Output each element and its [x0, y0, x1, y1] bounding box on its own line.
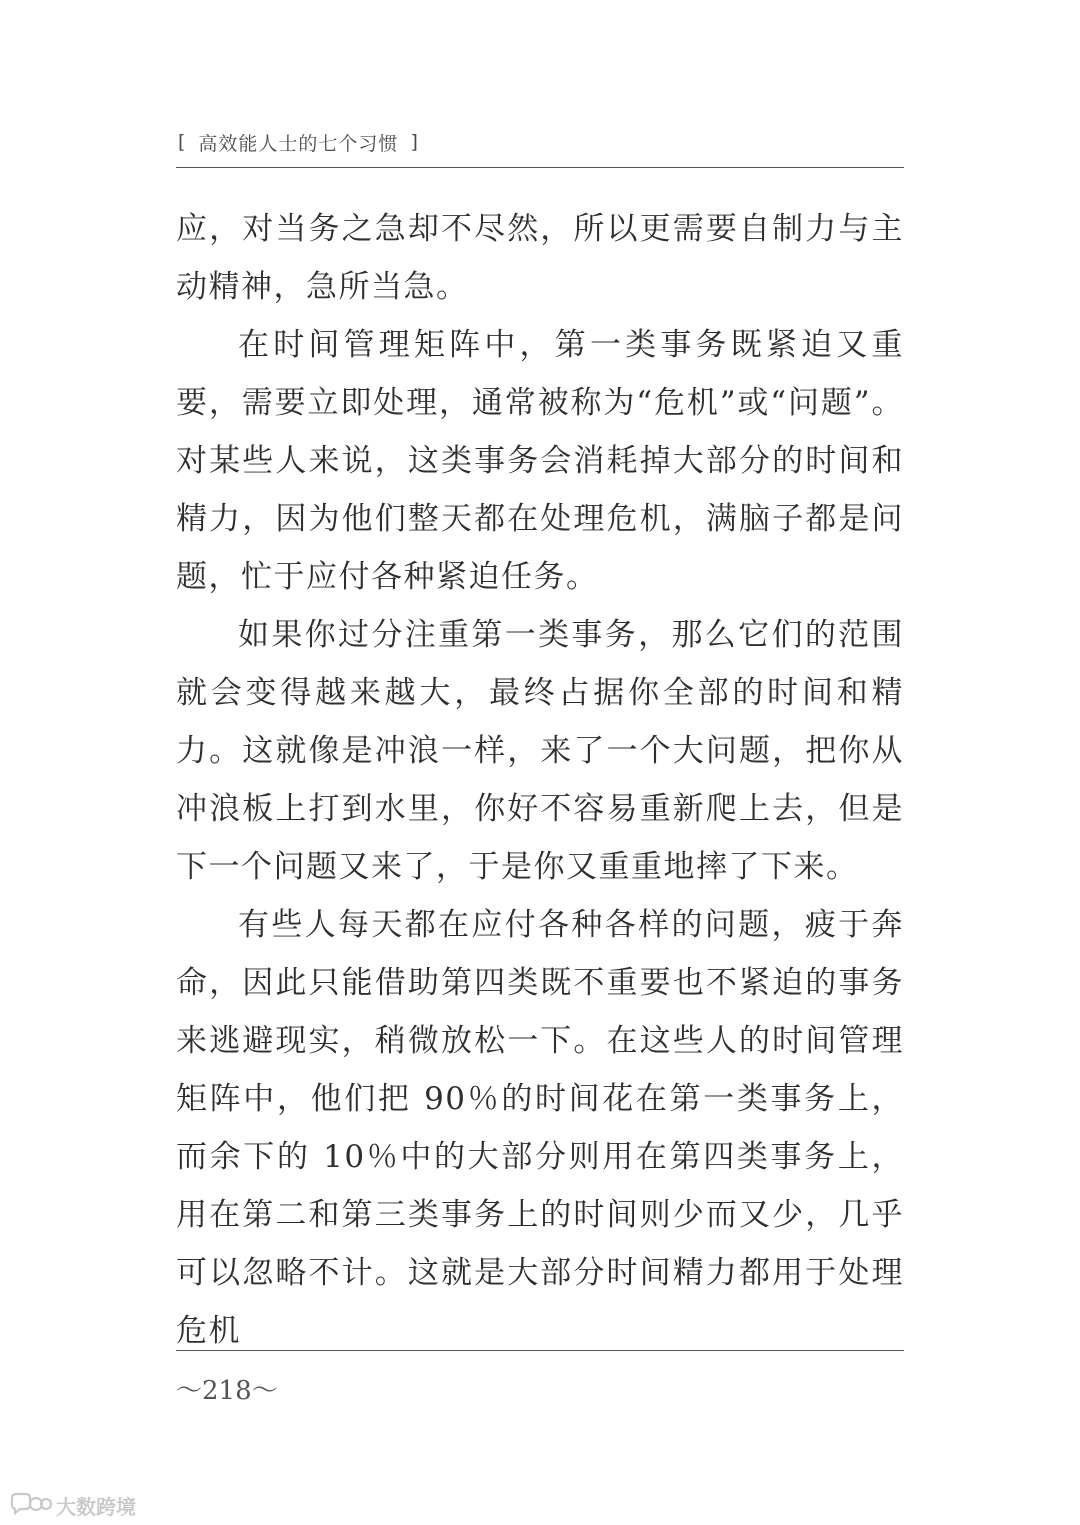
paragraph: 如果你过分注重第一类事务，那么它们的范围就会变得越来越大，最终占据你全部的时间和精力。这就像是冲浪一样，来了一个大问题，把你从冲浪板上打到水里，你好不容易重新爬上去，但是下一个问题又来了，于是你又重重地摔了下来。: [176, 617, 904, 885]
header-open-bracket: [: [178, 131, 187, 153]
running-header: [178, 124, 904, 160]
page-body: [176, 200, 904, 1360]
footer-divider: [176, 1350, 904, 1351]
paragraph: 有些人每天都在应付各种各样的问题，疲于奔命，因此只能借助第四类既不重要也不紧迫的事务来逃避现实，稍微放松一下。在这些人的时间管理矩阵中，他们把 90％的时间花在第一类事务上，而余下的 10％中的大部分则用在第四类事务上，用在第二和第三类事务上的时间则少而又少，几乎可以忽略不计。这就是大部分时间精力都用于处理危机: [176, 907, 904, 1349]
header-divider: [176, 167, 904, 168]
watermark: [8, 1488, 136, 1522]
watermark-text: 大数跨境: [56, 1494, 136, 1519]
chat-bubble-logo-icon: [8, 1492, 52, 1518]
paragraph-continued: 应，对当务之急却不尽然，所以更需要自制力与主动精神，急所当急。: [176, 211, 904, 305]
header-close-bracket: ]: [410, 131, 419, 153]
book-title: 高效能人士的七个习惯: [198, 132, 399, 155]
paragraph: 在时间管理矩阵中，第一类事务既紧迫又重要，需要立即处理，通常被称为“危机”或“问题”。对某些人来说，这类事务会消耗掉大部分的时间和精力，因为他们整天都在处理危机，满脑子都是问题，忙于应付各种紧迫任务。: [176, 327, 904, 595]
page-number: ～218～: [176, 1376, 278, 1406]
